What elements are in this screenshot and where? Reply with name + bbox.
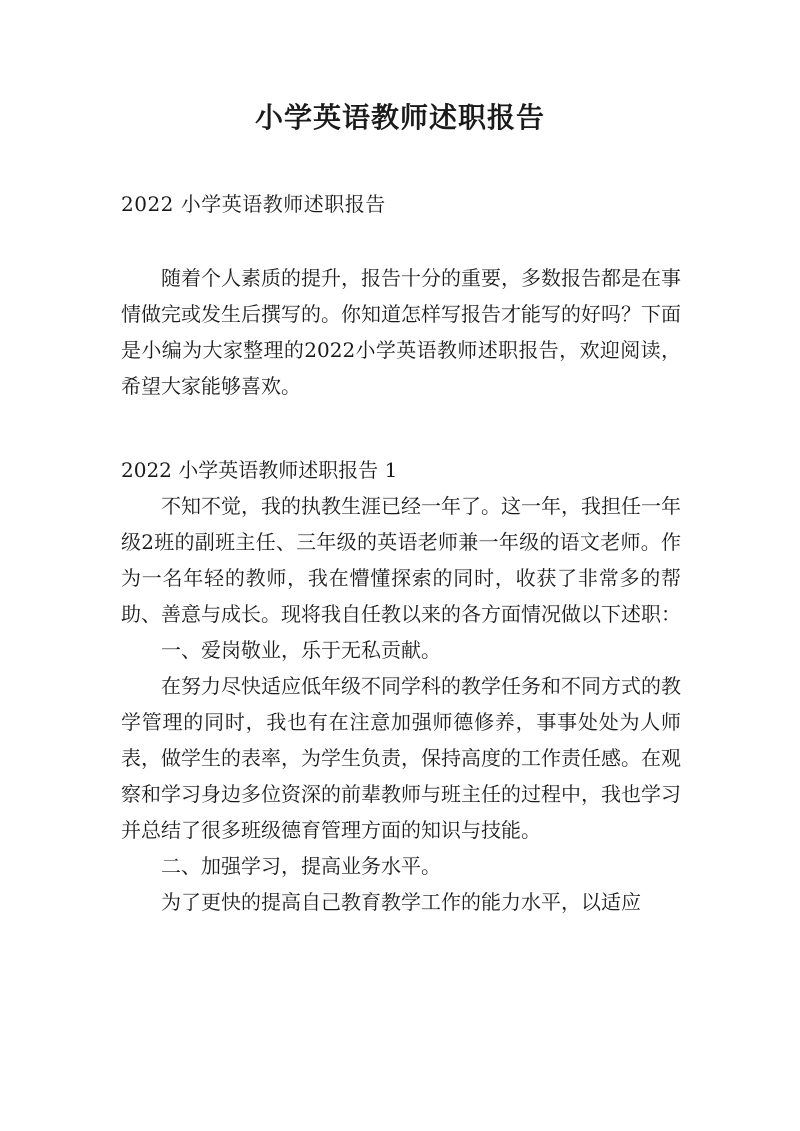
document-title: 小学英语教师述职报告 [254,101,545,134]
body-paragraph: 不知不觉，我的执教生涯已经一年了。这一年，我担任一年级2班的副班主任、三年级的英语老师兼一年级的语文老师。作为一名年轻的教师，我在懵懂探索的同时，收获了非常多的帮助、善意与成长。现将我自任教以来的各方面情况做以下述职： [121,494,681,626]
section-point-heading: 一、爱岗敬业，乐于无私贡献。 [161,638,441,662]
section-point-heading: 二、加强学习，提高业务水平。 [161,854,441,878]
body-paragraph: 在努力尽快适应低年级不同学科的教学任务和不同方式的教学管理的同时，我也有在注意加强师德修养，事事处处为人师表，做学生的表率，为学生负责，保持高度的工作责任感。在观察和学习身边多位资深的前辈教师与班主任的过程中，我也学习并总结了很多班级德育管理方面的知识与技能。 [121,674,681,842]
section-heading: 2022 小学英语教师述职报告 1 [121,458,398,482]
document-subtitle: 2022 小学英语教师述职报告 [121,192,386,216]
intro-paragraph: 随着个人素质的提升，报告十分的重要，多数报告都是在事情做完或发生后撰写的。你知道怎样写报告才能写的好吗？下面是小编为大家整理的2022小学英语教师述职报告，欢迎阅读，希望大家能够喜欢。 [121,266,681,398]
body-paragraph: 为了更快的提高自己教育教学工作的能力水平，以适应 [161,890,641,914]
section-1 [121,452,681,920]
intro-block [121,260,681,404]
